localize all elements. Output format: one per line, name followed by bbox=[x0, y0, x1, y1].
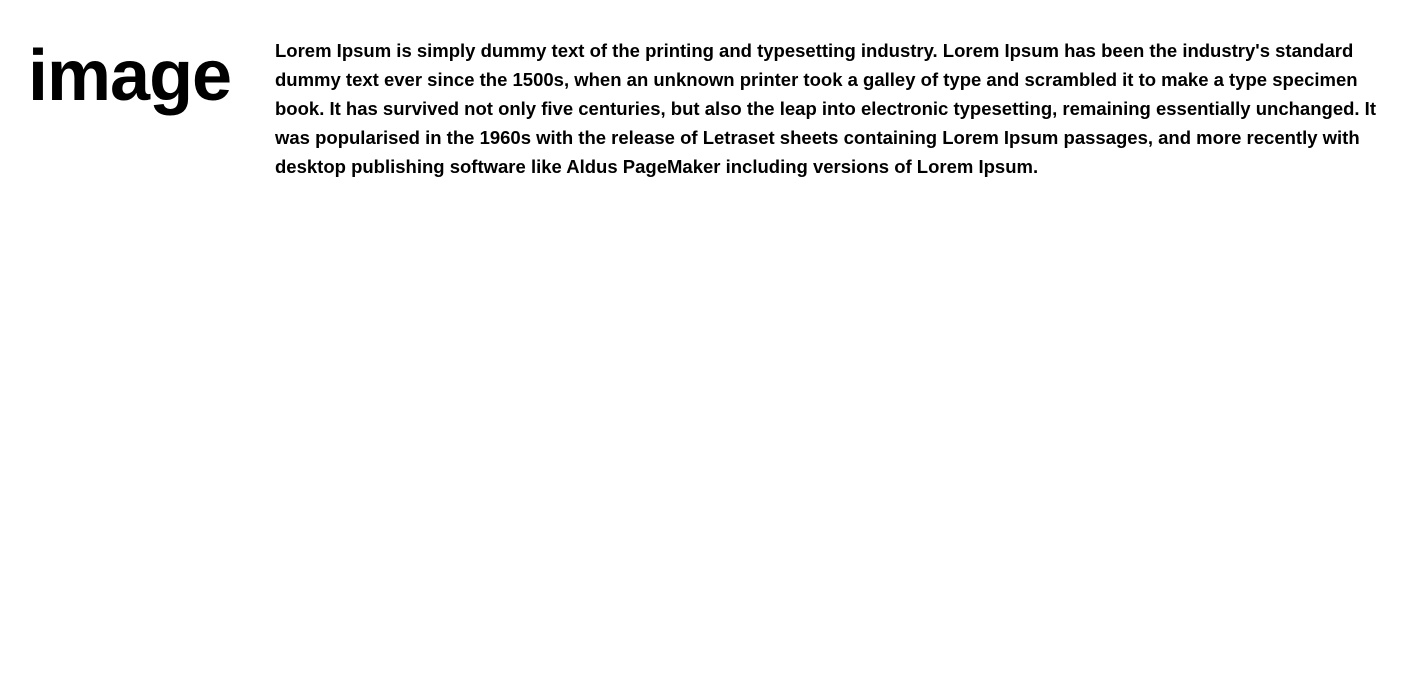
content-row bbox=[0, 0, 1425, 181]
body-paragraph: Lorem Ipsum is simply dummy text of the printing and typesetting industry. Lorem Ipsum has been the industry's standard dummy text ever since the 1500s, when an unknown printer took a galley of type and scrambled it to make a type specimen book. It has survived not only five centuries, but also the leap into electronic typesetting, remaining essentially unchanged. It was popularised in the 1960s with the release of Letraset sheets containing Lorem Ipsum passages, and more recently with desktop publishing software like Aldus PageMaker including versions of Lorem Ipsum. bbox=[275, 40, 1376, 177]
image-placeholder bbox=[0, 0, 275, 116]
body-text-block bbox=[275, 0, 1425, 181]
image-placeholder-label: image bbox=[28, 36, 232, 116]
